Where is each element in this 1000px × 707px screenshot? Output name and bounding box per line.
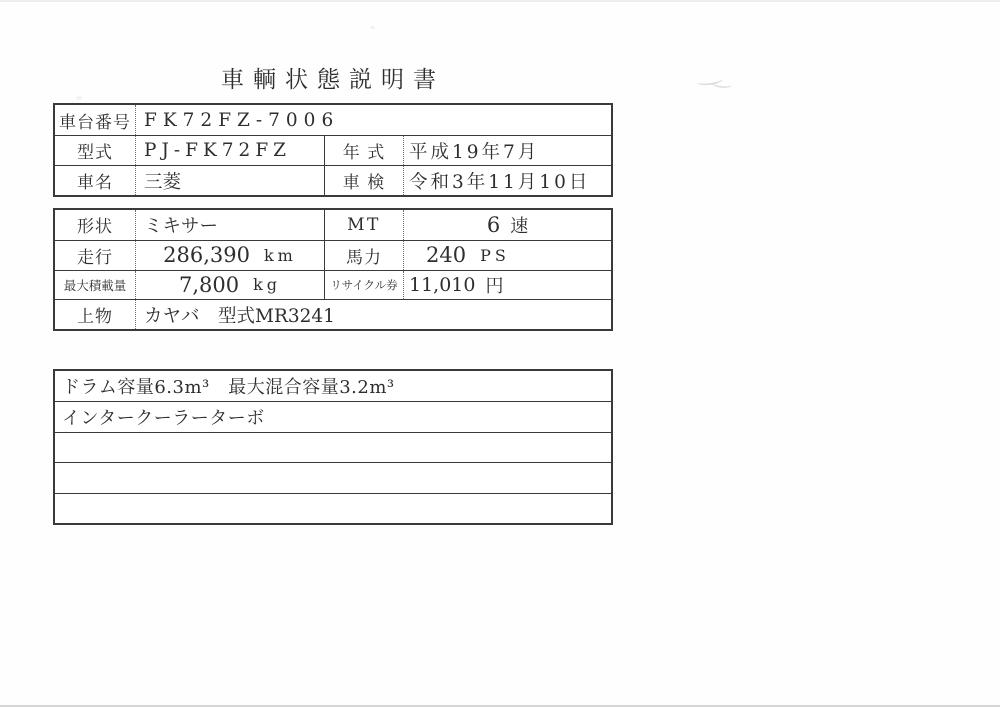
body-shape-label: 形状	[55, 210, 136, 240]
table-row	[55, 165, 611, 195]
model-year-value: 平成19年7月	[409, 141, 540, 163]
table-row	[55, 462, 611, 492]
horsepower-unit: PS	[480, 245, 510, 265]
table-row	[55, 135, 611, 165]
table-row	[55, 432, 611, 462]
scan-smudge	[697, 74, 724, 87]
payload-unit: kg	[253, 275, 282, 295]
scan-edge-top	[0, 0, 1000, 2]
gear-count: 6	[486, 212, 501, 237]
notes-table	[53, 369, 613, 525]
chassis-number-value: FK72FZ-7006	[144, 109, 340, 131]
body-shape-value: ミキサー	[136, 210, 325, 240]
horsepower-label: 馬力	[325, 241, 404, 270]
inspection-value: 令和3年11月10日	[409, 171, 591, 193]
payload-number: 7,800	[178, 272, 240, 297]
empty-note-row	[55, 433, 611, 462]
scan-smudge	[712, 79, 733, 89]
inspection-label: 車 検	[325, 166, 404, 195]
table-row	[55, 240, 611, 270]
model-code-label: 型式	[55, 136, 136, 165]
horsepower-value	[404, 241, 611, 270]
mileage-unit: km	[263, 245, 297, 265]
table-row	[55, 105, 611, 135]
table-row	[55, 299, 611, 329]
gear-unit: 速	[510, 215, 529, 237]
vehicle-make-label: 車名	[55, 166, 136, 195]
mileage-value	[136, 241, 325, 270]
scan-speck	[370, 26, 375, 29]
vehicle-make-value: 三菱	[136, 166, 325, 195]
max-payload-value	[136, 271, 325, 300]
empty-note-row	[55, 463, 611, 492]
table-row	[55, 401, 611, 431]
recycle-ticket-label: リサイクル券	[325, 271, 404, 300]
intercooler-note: インタークーラーターボ	[62, 408, 265, 430]
chassis-number-label: 車台番号	[55, 105, 136, 135]
page-title: 車輌状態説明書	[221, 67, 445, 93]
vehicle-spec-table	[53, 208, 613, 331]
recycle-ticket-value	[404, 271, 611, 300]
body-equipment-label: 上物	[55, 300, 136, 329]
transmission-label: MT	[325, 210, 404, 240]
drum-capacity-note: ドラム容量6.3m³ 最大混合容量3.2m³	[62, 377, 395, 399]
vehicle-id-table	[53, 103, 613, 197]
mileage-number: 286,390	[163, 243, 250, 268]
model-code-value: PJ-FK72FZ	[136, 136, 325, 165]
model-year-label: 年 式	[325, 136, 404, 165]
empty-note-row	[55, 494, 611, 523]
table-row	[55, 493, 611, 523]
table-row	[55, 270, 611, 300]
table-row	[55, 210, 611, 240]
transmission-value	[404, 210, 611, 240]
recycle-number: 11,010	[409, 273, 476, 296]
horsepower-number: 240	[426, 243, 467, 268]
scan-speck	[76, 96, 82, 100]
recycle-unit: 円	[485, 275, 504, 297]
body-equipment-value: カヤバ 型式MR3241	[144, 305, 335, 327]
table-row	[55, 371, 611, 401]
max-payload-label: 最大積載量	[55, 271, 136, 300]
mileage-label: 走行	[55, 241, 136, 270]
